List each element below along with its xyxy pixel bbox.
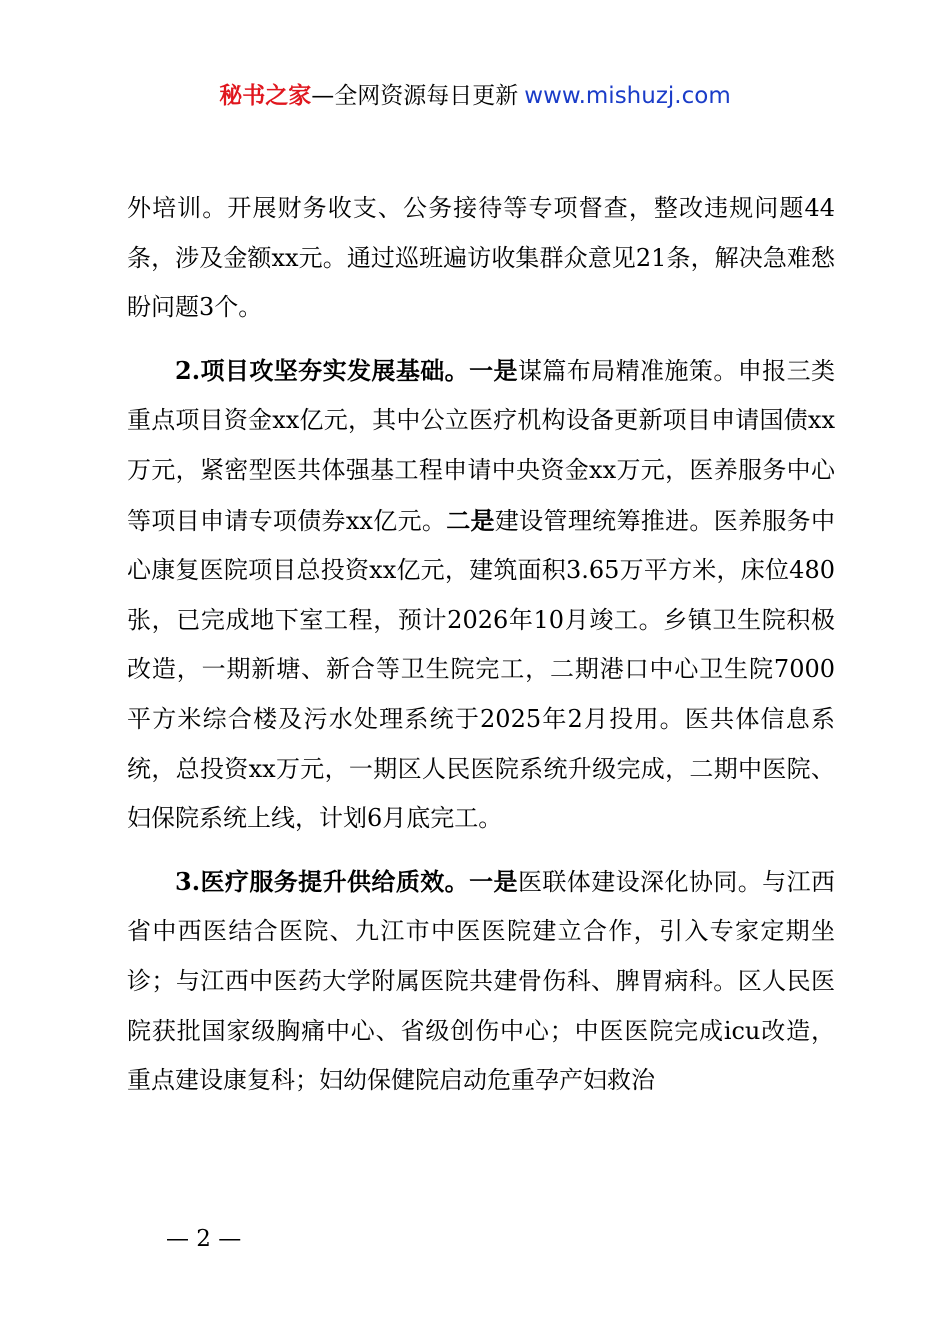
- section-heading: 3.医疗服务提升供给质效。: [175, 866, 470, 896]
- point-marker: 二是: [446, 505, 495, 535]
- site-url-link[interactable]: www.mishuzj.com: [524, 83, 731, 109]
- paragraph-text: 建设管理统筹推进。医养服务中心康复医院项目总投资xx亿元，建筑面积3.65万平方米，床位480张，已完成地下室工程，预计2026年10月竣工。乡镇卫生院积极改造，一期新塘、新合等卫生院完工，二期港口中心卫生院7000平方米综合楼及污水处理系统于2025年2月投用。医共体信息系统，总投资xx万元，一期区人民医院系统升级完成，二期中医院、妇保院系统上线，计划6月底完工。: [127, 506, 836, 833]
- point-marker: 一是: [469, 355, 518, 385]
- point-marker: 一是: [469, 866, 518, 896]
- paragraph-continuation: 外培训。开展财务收支、公务接待等专项督查，整改违规问题44条，涉及金额xx元。通过巡班遍访收集群众意见21条，解决急难愁盼问题3个。: [127, 194, 835, 322]
- paragraph-project-section: [127, 346, 835, 844]
- site-header: [0, 80, 950, 112]
- header-tagline: —全网资源每日更新: [311, 83, 519, 109]
- brand-name: 秘书之家: [219, 83, 312, 109]
- paragraph-text: 谋篇布局精准施策。申报三类重点项目资金xx亿元，其中公立医疗机构设备更新项目申请国债xx万元，紧密型医共体强基工程申请中央资金xx万元，医养服务中心等项目申请专项债券xx亿元。: [127, 356, 836, 535]
- paragraph-medical-section: [127, 857, 835, 1106]
- page-number: — 2 —: [166, 1226, 242, 1252]
- document-body: [127, 184, 835, 1106]
- section-heading: 2.项目攻坚夯实发展基础。: [175, 355, 470, 385]
- paragraph-text: 医联体建设深化协同。与江西省中西医结合医院、九江市中医医院建立合作，引入专家定期坐诊；与江西中医药大学附属医院共建骨伤科、脾胃病科。区人民医院获批国家级胸痛中心、省级创伤中心；中医医院完成icu改造，重点建设康复科；妇幼保健院启动危重孕产妇救治: [127, 867, 836, 1095]
